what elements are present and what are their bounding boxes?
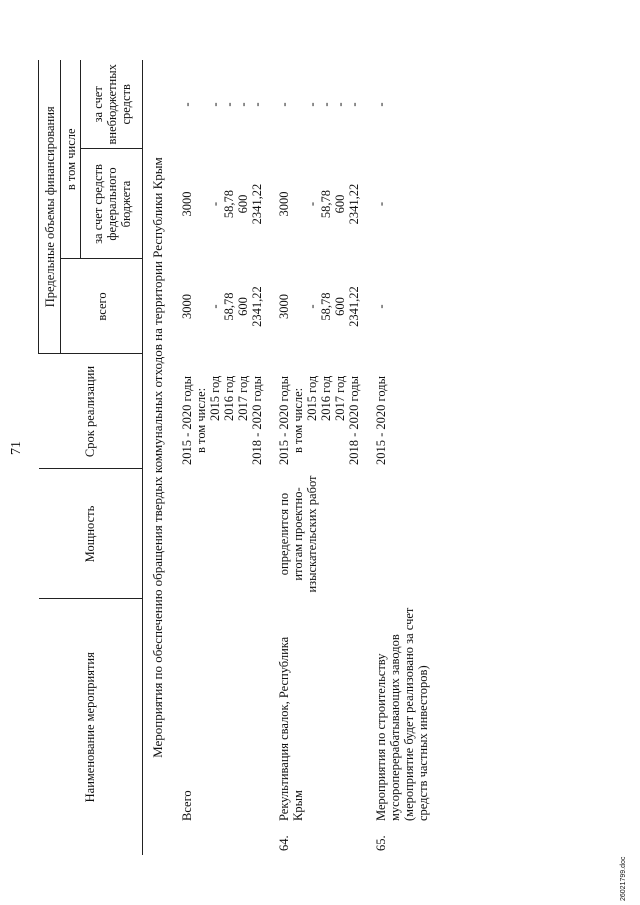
row-offbudget (177, 60, 274, 149)
header-name: Наименование мероприятия (39, 599, 143, 855)
row-offbudget-line: - (305, 102, 319, 107)
row-offbudget-line: - (277, 102, 291, 107)
row-federal-line: 58,78 (319, 189, 333, 219)
row-capacity (371, 469, 440, 599)
row-total-line: 600 (236, 297, 250, 316)
row-federal-line: - (374, 201, 388, 207)
row-total-line (194, 263, 208, 350)
row-federal-line: 58,78 (222, 189, 236, 219)
row-federal (371, 149, 440, 259)
row-period-line: 2017 год (236, 375, 250, 421)
row-offbudget-line: - (374, 102, 388, 107)
row-period-line: 2017 год (333, 375, 347, 421)
row-federal-line: - (208, 201, 222, 207)
row-total-line: 3000 (180, 294, 194, 319)
table-body (177, 60, 440, 855)
row-offbudget-line: - (319, 102, 333, 107)
header-offbudget: за счет внебюджетных средств (81, 60, 143, 149)
row-offbudget (371, 60, 440, 149)
row-total-line: 2341,22 (347, 286, 361, 327)
row-offbudget-line (194, 64, 208, 145)
header-capacity: Мощность (39, 469, 143, 599)
row-period-line: 2015 - 2020 годы (277, 375, 291, 465)
header-federal: за счет средств федерального бюджета (81, 149, 143, 259)
funding-table (38, 60, 440, 855)
row-name: Мероприятия по строительству мусороперерабатывающих заводов (мероприятие будет реализовано за счет средств частных инвесторов) (374, 607, 430, 821)
row-period-line: 2015 - 2020 годы (180, 375, 194, 465)
row-period (371, 354, 440, 469)
row-period-line: 2016 год (319, 375, 333, 421)
row-period-line: 2016 год (222, 375, 236, 421)
row-federal-line: 600 (236, 194, 250, 214)
row-federal-line: 3000 (180, 191, 194, 217)
row-period-line: 2015 год (208, 375, 222, 421)
table-row (371, 60, 440, 855)
row-total-line: 58,78 (222, 292, 236, 321)
row-name: Рекультивация свалок, Республика Крым (277, 636, 305, 821)
table-row (177, 60, 274, 855)
document-id: 26021799.doc (620, 856, 627, 901)
row-offbudget (274, 60, 371, 149)
row-period-line: в том числе: (291, 387, 305, 453)
page-number: 71 (9, 441, 24, 455)
row-federal-line (194, 153, 208, 255)
row-offbudget-line: - (208, 102, 222, 107)
row-total-line (291, 263, 305, 350)
row-period-line: 2015 - 2020 годы (374, 375, 388, 465)
row-total-line: 3000 (277, 294, 291, 319)
row-name: Всего (180, 790, 194, 821)
row-period (177, 354, 274, 469)
row-offbudget-line (291, 64, 305, 145)
row-period-line: 2015 год (305, 375, 319, 421)
row-federal-line: 2341,22 (250, 183, 264, 225)
header-funding: Предельные объемы финансирования (39, 60, 61, 354)
row-offbudget-line: - (347, 102, 361, 107)
row-offbudget-line: - (250, 102, 264, 107)
row-total-line: - (374, 304, 388, 309)
row-federal-line (291, 153, 305, 255)
row-offbudget-line: - (333, 102, 347, 107)
row-number (177, 825, 274, 855)
row-total-line: 58,78 (319, 292, 333, 321)
row-offbudget-line: - (180, 102, 194, 107)
section-title: Мероприятия по обеспечению обращения твердых коммунальных отходов на территории Республики Крым (150, 157, 165, 758)
row-number: 65. (374, 835, 388, 851)
row-federal-line: 600 (333, 194, 347, 214)
row-period (274, 354, 371, 469)
row-period-line: 2018 - 2020 годы (250, 375, 264, 465)
row-total-line: 600 (333, 297, 347, 316)
row-total-line: - (305, 304, 319, 309)
header-including: в том числе (61, 60, 81, 259)
row-capacity: определится по итогам проектно-изыскательских работ (277, 475, 319, 593)
row-total (274, 259, 371, 354)
row-total-line: - (208, 304, 222, 309)
row-federal-line: 3000 (277, 191, 291, 217)
header-period: Срок реализации (39, 354, 143, 469)
row-number: 64. (277, 835, 291, 851)
table-row (274, 60, 371, 855)
row-total (371, 259, 440, 354)
row-capacity (177, 469, 274, 599)
row-period-line: 2018 - 2020 годы (347, 375, 361, 465)
row-period-line: в том числе: (194, 387, 208, 453)
row-federal-line: - (305, 201, 319, 207)
row-offbudget-line: - (222, 102, 236, 107)
row-total-line: 2341,22 (250, 286, 264, 327)
row-federal (274, 149, 371, 259)
row-federal (177, 149, 274, 259)
row-offbudget-line: - (236, 102, 250, 107)
row-federal-line: 2341,22 (347, 183, 361, 225)
row-total (177, 259, 274, 354)
header-total: всего (61, 259, 143, 354)
